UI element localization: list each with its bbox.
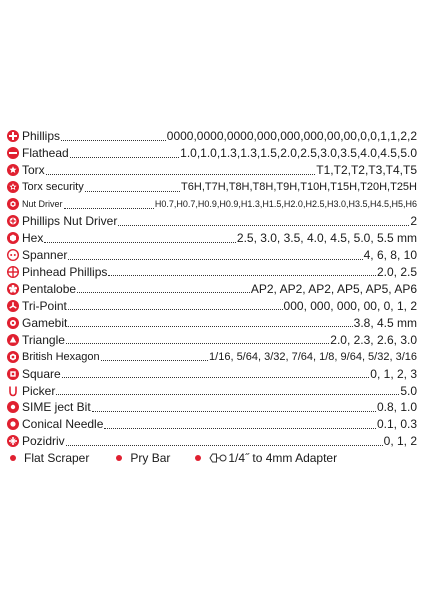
gamebit-icon xyxy=(7,317,19,329)
pozidriv-icon xyxy=(7,435,19,447)
bullet-icon xyxy=(116,455,122,461)
pinhead-phillips-icon xyxy=(7,266,19,278)
leader-dots xyxy=(85,191,180,192)
pentalobe-icon xyxy=(7,283,19,295)
leader-dots xyxy=(66,343,329,344)
bit-name: Square xyxy=(22,366,61,381)
leader-dots xyxy=(92,411,376,412)
torx-security-icon xyxy=(7,181,19,193)
leader-dots xyxy=(64,208,154,209)
bit-sizes: 4, 6, 8, 10 xyxy=(363,248,417,263)
leader-dots xyxy=(70,157,179,158)
bit-name: Gamebit xyxy=(22,315,68,330)
nut-driver-icon xyxy=(7,198,19,210)
adapter-icon xyxy=(209,453,227,463)
picker-icon xyxy=(7,385,19,397)
bit-sizes: 0000,0000,0000,000,000,000,00,00,0,0,1,1,2,2 xyxy=(166,129,417,144)
leader-dots xyxy=(66,445,383,446)
bit-name: Pinhead Phillips xyxy=(22,264,108,279)
bit-sizes: 0, 1, 2 xyxy=(383,434,417,449)
bit-sizes: 0.1, 0.3 xyxy=(376,417,417,432)
bit-row xyxy=(7,314,417,331)
sime-ject-bit-icon xyxy=(7,401,19,413)
bit-name: Picker xyxy=(22,383,56,398)
bit-row xyxy=(7,348,417,365)
bit-row xyxy=(7,297,417,314)
phillips-nut-driver-icon xyxy=(7,215,19,227)
bit-list xyxy=(7,128,417,467)
phillips-icon xyxy=(7,130,19,142)
bit-sizes: T6H,T7H,T8H,T8H,T9H,T10H,T15H,T20H,T25H xyxy=(181,181,417,194)
leader-dots xyxy=(104,428,376,429)
flat-scraper-label: Flat Scraper xyxy=(24,451,90,466)
bit-row xyxy=(7,247,417,264)
leader-dots xyxy=(61,140,166,141)
bit-sizes: 0.8, 1.0 xyxy=(376,400,417,415)
extras-row xyxy=(7,450,417,467)
bit-row xyxy=(7,264,417,281)
flathead-icon xyxy=(7,147,19,159)
bit-row xyxy=(7,416,417,433)
british-hexagon-icon xyxy=(7,351,19,363)
tri-point-icon xyxy=(7,300,19,312)
bit-sizes: 000, 000, 000, 00, 0, 1, 2 xyxy=(283,298,417,313)
bit-row xyxy=(7,433,417,450)
pry-bar-label: Pry Bar xyxy=(130,451,171,466)
bit-name: Flathead xyxy=(22,146,69,161)
leader-dots xyxy=(56,394,399,395)
bit-name: Conical Needle xyxy=(22,417,104,432)
bit-row xyxy=(7,230,417,247)
bullet-icon xyxy=(10,455,16,461)
bit-name: Spanner xyxy=(22,248,68,263)
bit-name: Phillips Nut Driver xyxy=(22,214,118,229)
bit-sizes: H0.7,H0.7,H0.9,H0.9,H1.3,H1.5,H2.0,H2.5,H3.0,H3.5,H4.5,H5,H6 xyxy=(154,199,417,210)
leader-dots xyxy=(44,242,236,243)
triangle-icon xyxy=(7,334,19,346)
bit-rows xyxy=(7,128,417,450)
bit-name: Tri-Point xyxy=(22,298,67,313)
hex-icon xyxy=(7,232,19,244)
bit-name: SIME ject Bit xyxy=(22,400,91,415)
square-icon xyxy=(7,368,19,380)
leader-dots xyxy=(46,174,316,175)
bit-sizes: 0, 1, 2, 3 xyxy=(370,366,417,381)
spanner-icon xyxy=(7,249,19,261)
bit-row xyxy=(7,145,417,162)
bit-name: Pentalobe xyxy=(22,281,77,296)
bit-row xyxy=(7,196,417,213)
bit-row xyxy=(7,162,417,179)
bit-name: Torx security xyxy=(22,181,84,194)
adapter-label: 1/4˝ to 4mm Adapter xyxy=(228,451,338,466)
bit-sizes: 2.0, 2.3, 2.6, 3.0 xyxy=(330,332,417,347)
bit-name: British Hexagon xyxy=(22,350,100,363)
bit-name: Torx xyxy=(22,163,45,178)
leader-dots xyxy=(118,225,409,226)
leader-dots xyxy=(68,309,283,310)
bit-row xyxy=(7,280,417,297)
leader-dots xyxy=(68,259,362,260)
bit-row xyxy=(7,128,417,145)
bit-sizes: 2.5, 3.0, 3.5, 4.0, 4.5, 5.0, 5.5 mm xyxy=(236,231,417,246)
bit-row xyxy=(7,331,417,348)
bit-sizes: 2.0, 2.5 xyxy=(376,264,417,279)
bit-sizes: T1,T2,T2,T3,T4,T5 xyxy=(316,163,417,178)
bit-row xyxy=(7,399,417,416)
bit-name: Hex xyxy=(22,231,44,246)
bit-name: Triangle xyxy=(22,332,65,347)
bit-name: Pozidriv xyxy=(22,434,65,449)
bit-row xyxy=(7,213,417,230)
bit-row xyxy=(7,179,417,196)
leader-dots xyxy=(108,275,376,276)
bullet-icon xyxy=(195,455,201,461)
bit-sizes: 1/16, 5/64, 3/32, 7/64, 1/8, 9/64, 5/32, 3/16 xyxy=(209,350,417,363)
bit-row xyxy=(7,382,417,399)
conical-needle-icon xyxy=(7,418,19,430)
leader-dots xyxy=(68,326,352,327)
bit-row xyxy=(7,365,417,382)
leader-dots xyxy=(101,360,208,361)
torx-icon xyxy=(7,164,19,176)
bit-sizes: 2 xyxy=(410,214,417,229)
bit-name: Phillips xyxy=(22,129,61,144)
bit-sizes: AP2, AP2, AP2, AP5, AP5, AP6 xyxy=(250,281,417,296)
bit-sizes: 3.8, 4.5 mm xyxy=(353,315,417,330)
bit-sizes: 1.0,1.0,1.3,1.3,1.5,2.0,2.5,3.0,3.5,4.0,4.5,5.0 xyxy=(180,146,417,161)
bit-name: Nut Driver xyxy=(22,199,63,210)
leader-dots xyxy=(62,377,370,378)
leader-dots xyxy=(77,292,250,293)
bit-sizes: 5.0 xyxy=(400,383,417,398)
